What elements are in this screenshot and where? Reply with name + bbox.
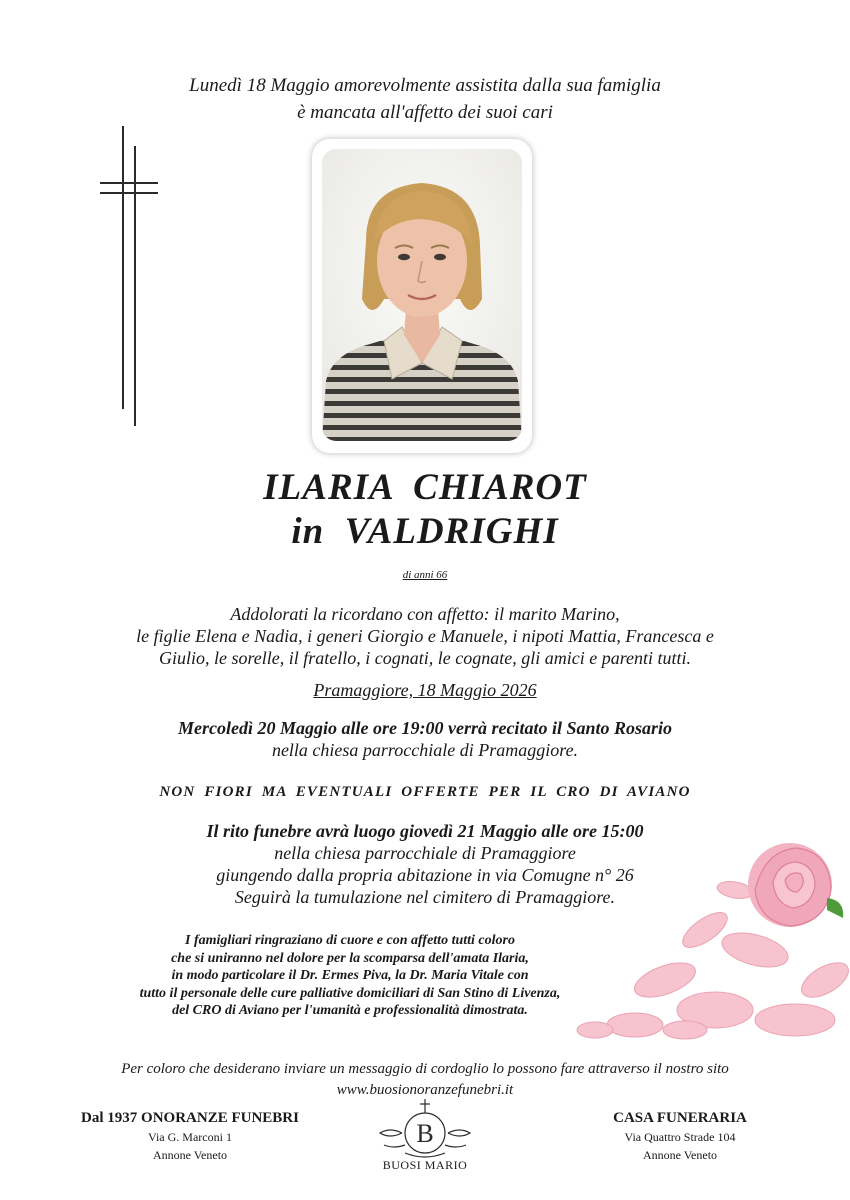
family-line-2: le figlie Elena e Nadia, i generi Giorgio e Manuele, i nipoti Mattia, Francesca e xyxy=(136,626,714,646)
thanks-line-2: che si uniranno nel dolore per la scomparsa dell'amata Ilaria, xyxy=(171,950,529,966)
svg-text:B: B xyxy=(416,1119,434,1148)
rosary-line-2: nella chiesa parrocchiale di Pramaggiore. xyxy=(271,740,579,760)
funeral-notice xyxy=(0,820,850,908)
cross-icon xyxy=(100,126,160,426)
family-line-3: Giulio, le sorelle, il fratello, i cognati, le cognate, gli amici e parenti tutti. xyxy=(158,648,692,668)
intro-line-1: Lunedì 18 Maggio amorevolmente assistita dalla sua famiglia xyxy=(189,75,661,96)
portrait-photo xyxy=(312,139,532,453)
name-line-1: ILARIA CHIAROT xyxy=(263,467,587,508)
logo-brand: BUOSI MARIO xyxy=(382,1158,468,1172)
funeral-line-3: giungendo dalla propria abitazione in via Comugne n° 26 xyxy=(216,865,634,885)
place-date: Pramaggiore, 18 Maggio 2026 xyxy=(313,680,537,700)
funeral-line-2: nella chiesa parrocchiale di Pramaggiore xyxy=(274,843,576,863)
rosary-line-1: Mercoledì 20 Maggio alle ore 19:00 verrà recitato il Santo Rosario xyxy=(178,718,672,738)
portrait-image xyxy=(322,149,522,441)
thanks-text xyxy=(70,932,630,1020)
footer-right-address: Via Quattro Strade 104 xyxy=(624,1130,736,1144)
footer-left xyxy=(40,1108,340,1164)
condolence-line: Per coloro che desiderano inviare un messaggio di cordoglio lo possono fare attraverso il nostro sito xyxy=(121,1061,729,1077)
deceased-name xyxy=(0,466,850,554)
footer-left-address: Via G. Marconi 1 xyxy=(148,1130,232,1144)
footer-right-city: Annone Veneto xyxy=(642,1148,718,1162)
family-line-1: Addolorati la ricordano con affetto: il marito Marino, xyxy=(230,604,620,624)
age-text: di anni 66 xyxy=(402,569,448,581)
condolence-text xyxy=(0,1059,850,1101)
intro-line-2: è mancata all'affetto dei suoi cari xyxy=(297,102,553,123)
logo-emblem-icon xyxy=(372,1099,478,1159)
intro-text xyxy=(0,72,850,126)
no-flowers-notice: NON FIORI MA EVENTUALI OFFERTE PER IL CRO DI AVIANO xyxy=(159,784,691,800)
name-line-2: in VALDRIGHI xyxy=(291,511,559,552)
rosary-notice xyxy=(0,717,850,761)
funeral-line-4: Seguirà la tumulazione nel cimitero di Pramaggiore. xyxy=(234,887,616,907)
footer-left-city: Annone Veneto xyxy=(152,1148,228,1162)
footer-right-title: CASA FUNERARIA xyxy=(613,1110,747,1126)
funeral-line-1: Il rito funebre avrà luogo giovedì 21 Maggio alle ore 15:00 xyxy=(206,821,644,841)
thanks-line-4: tutto il personale delle cure palliative domiciliari di San Stino di Livenza, xyxy=(139,985,561,1001)
thanks-line-3: in modo particolare il Dr. Ermes Piva, la Dr. Maria Vitale con xyxy=(171,968,529,983)
footer-left-title: Dal 1937 ONORANZE FUNEBRI xyxy=(81,1110,299,1126)
thanks-line-5: del CRO di Aviano per l'umanità e professionalità dimostrata. xyxy=(172,1003,528,1018)
family-text xyxy=(0,603,850,669)
footer-right xyxy=(560,1108,800,1164)
website-link[interactable]: www.buosionoranzefunebri.it xyxy=(336,1082,514,1098)
thanks-line-1: I famigliari ringraziano di cuore e con affetto tutti coloro xyxy=(185,933,515,948)
buosi-logo xyxy=(372,1099,478,1179)
